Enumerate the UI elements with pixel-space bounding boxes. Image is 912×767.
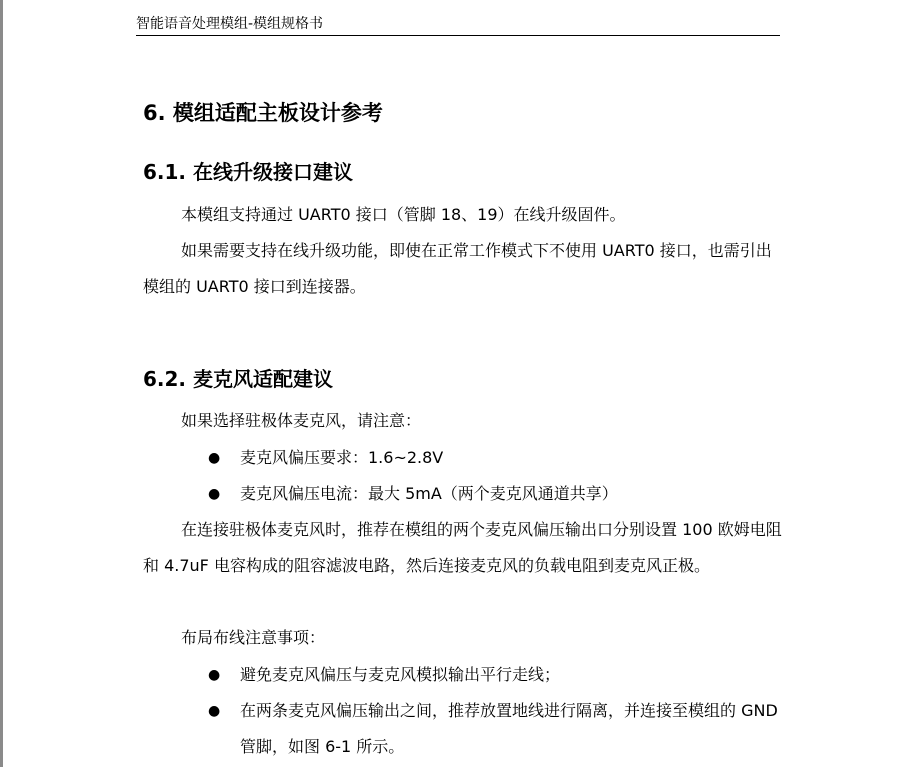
running-header: 智能语音处理模组-模组规格书 [136, 13, 780, 36]
bullet-item-bias-current [208, 476, 783, 512]
bullet-item-ground-isolation [208, 693, 783, 765]
bullet-text: 在两条麦克风偏压输出之间，推荐放置地线进行隔离，并连接至模组的 GND 管脚，如图 6-1 所示。 [240, 701, 778, 756]
bullet-text: 麦克风偏压电流：最大 5mA（两个麦克风通道共享） [240, 484, 618, 503]
bullet-item-bias-voltage [208, 440, 783, 476]
paragraph-uart-connector: 如果需要支持在线升级功能，即使在正常工作模式下不使用 UART0 接口，也需引出模组的 UART0 接口到连接器。 [143, 241, 772, 296]
bullet-icon: ● [208, 703, 221, 719]
section-6-1-heading: 6.1. 在线升级接口建议 [143, 160, 353, 184]
bullet-item-avoid-parallel [208, 657, 783, 693]
paragraph-uart-support: 本模组支持通过 UART0 接口（管脚 18、19）在线升级固件。 [181, 205, 626, 224]
paragraph-electret-mic: 如果选择驻极体麦克风，请注意： [181, 411, 422, 430]
paragraph-layout-notes: 布局布线注意事项： [181, 628, 326, 647]
section-6-heading: 6. 模组适配主板设计参考 [143, 101, 383, 125]
bullet-icon: ● [208, 450, 221, 466]
bullet-icon: ● [208, 486, 221, 502]
bullet-text: 避免麦克风偏压与麦克风模拟输出平行走线； [240, 665, 561, 684]
section-6-2-heading: 6.2. 麦克风适配建议 [143, 367, 333, 391]
bullet-text: 麦克风偏压要求：1.6~2.8V [240, 448, 444, 467]
bullet-icon: ● [208, 667, 221, 683]
paragraph-rc-filter: 在连接驻极体麦克风时，推荐在模组的两个麦克风偏压输出口分别设置 100 欧姆电阻和 4.7uF 电容构成的阻容滤波电路，然后连接麦克风的负载电阻到麦克风正极。 [143, 520, 782, 575]
